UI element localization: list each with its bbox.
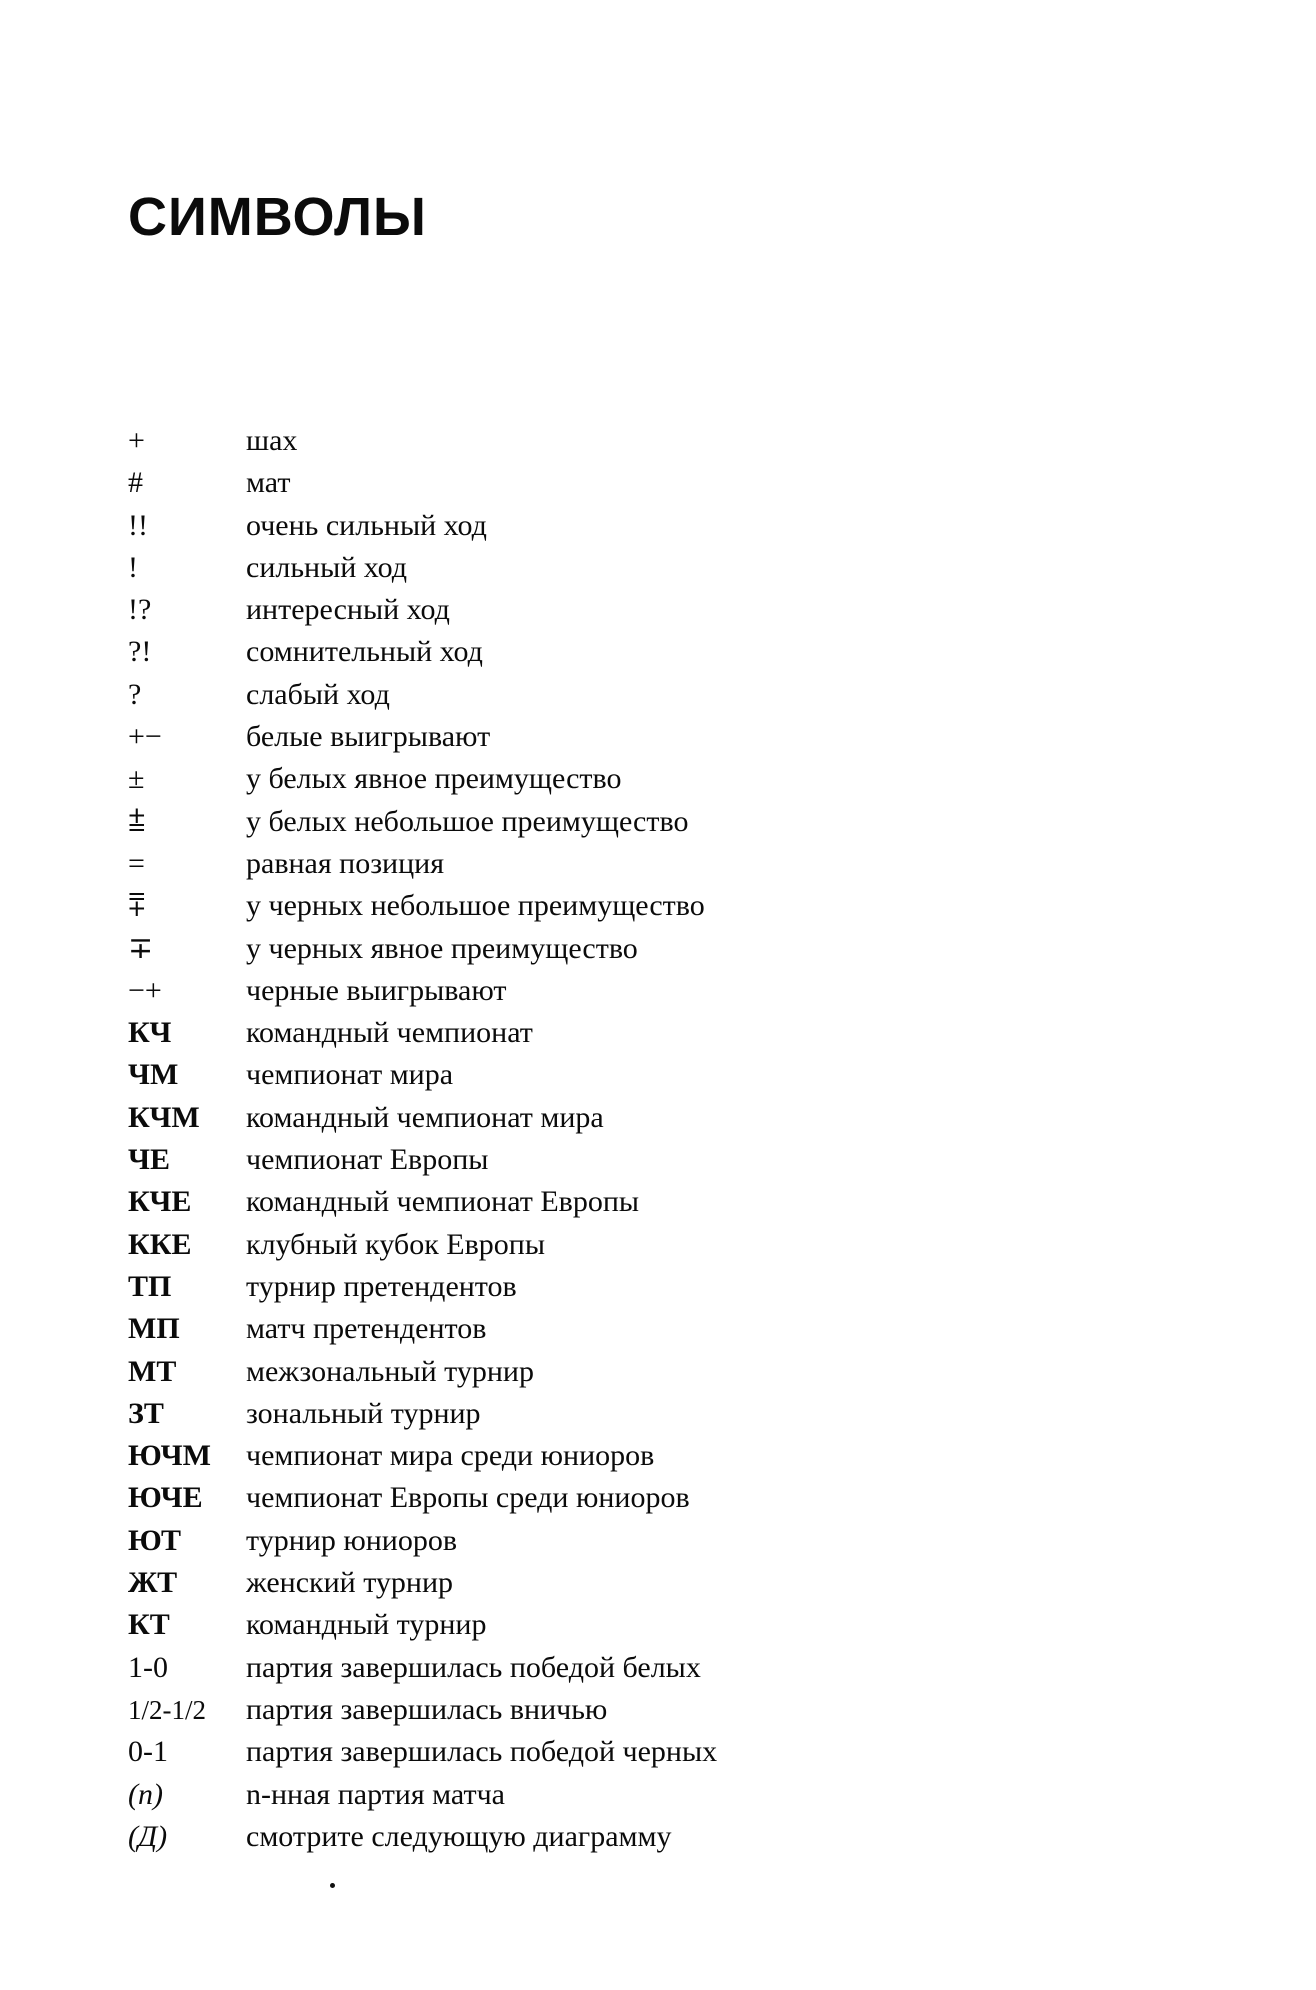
symbol-glyph: 1-0: [128, 1650, 168, 1684]
symbol-description: у черных небольшое преимущество: [246, 889, 705, 923]
symbol-glyph: 0-1: [128, 1735, 168, 1769]
symbol-description: смотрите следующую диаграмму: [246, 1819, 672, 1853]
symbol-description: шах: [246, 424, 298, 457]
symbol-glyph: !!: [128, 508, 148, 542]
symbol-glyph: !: [128, 550, 138, 584]
symbol-glyph: КЧЕ: [128, 1185, 192, 1219]
symbol-description: партия завершилась победой белых: [246, 1650, 701, 1684]
table-row: [128, 462, 888, 504]
symbol-glyph: ККЕ: [128, 1227, 192, 1261]
table-row: [128, 674, 888, 716]
table-row: [128, 1181, 888, 1223]
table-row: [128, 801, 888, 843]
symbol-glyph: !?: [128, 593, 152, 627]
table-row: [128, 420, 888, 462]
symbol-description: турнир претендентов: [246, 1269, 517, 1303]
symbol-glyph: ЧЕ: [128, 1143, 171, 1177]
table-row: [128, 1054, 888, 1096]
symbol-description: чемпионат Европы среди юниоров: [246, 1481, 690, 1515]
table-row: [128, 885, 888, 927]
symbol-description: женский турнир: [246, 1566, 454, 1600]
symbol-description: n-нная партия матча: [246, 1777, 505, 1811]
symbol-glyph: ?: [128, 677, 142, 711]
symbol-description: интересный ход: [246, 593, 450, 627]
table-row: [128, 1774, 888, 1816]
symbol-description: зональный турнир: [246, 1396, 481, 1430]
symbol-glyph: +−: [128, 720, 162, 754]
symbol-description: черные выигрывают: [246, 973, 507, 1007]
table-row: [128, 1308, 888, 1350]
table-row: [128, 843, 888, 885]
symbol-description: командный чемпионат: [246, 1016, 533, 1050]
table-row: [128, 631, 888, 673]
table-row: [128, 1139, 888, 1181]
symbol-glyph: МП: [128, 1312, 180, 1346]
symbol-glyph: ЮЧМ: [128, 1439, 211, 1473]
symbol-description: у черных явное преимущество: [246, 931, 638, 965]
table-row: [128, 1435, 888, 1477]
table-row: [128, 1266, 888, 1308]
symbol-description: партия завершилась победой черных: [246, 1735, 718, 1769]
symbol-glyph: 1/2-1/2: [128, 1694, 206, 1725]
symbol-glyph: (Д): [128, 1819, 168, 1853]
symbol-description: турнир юниоров: [246, 1523, 458, 1557]
page-title: СИМВОЛЫ: [128, 187, 427, 248]
table-row: [128, 1351, 888, 1393]
symbol-glyph: КТ: [128, 1608, 170, 1642]
symbol-description: мат: [246, 466, 291, 500]
symbol-glyph: (n): [128, 1777, 163, 1811]
symbol-description: чемпионат Европы: [246, 1143, 489, 1177]
symbol-description: равная позиция: [246, 846, 445, 880]
symbol-legend-table: [128, 420, 888, 1858]
table-row: [128, 1393, 888, 1435]
symbol-glyph: ЮЧЕ: [128, 1481, 203, 1515]
symbol-glyph: ЮТ: [128, 1523, 182, 1557]
symbol-description: межзональный турнир: [246, 1354, 534, 1388]
symbol-description: сомнительный ход: [246, 635, 483, 669]
table-row: [128, 547, 888, 589]
table-row: [128, 1816, 888, 1858]
symbol-description: у белых явное преимущество: [246, 762, 622, 796]
symbol-description: командный чемпионат мира: [246, 1100, 604, 1134]
symbol-description: очень сильный ход: [246, 508, 487, 542]
table-row: [128, 928, 888, 970]
symbol-description: командный чемпионат Европы: [246, 1185, 640, 1219]
symbol-glyph: =: [128, 846, 145, 880]
page-footer-dot: [330, 1883, 335, 1888]
symbol-glyph: ЖТ: [128, 1566, 178, 1600]
symbol-glyph: ⩱: [128, 889, 146, 923]
symbol-description: командный турнир: [246, 1608, 487, 1642]
symbol-glyph: ?!: [128, 635, 152, 669]
symbol-glyph: −+: [128, 973, 162, 1007]
symbol-glyph: ЗТ: [128, 1396, 164, 1430]
symbol-glyph: #: [128, 466, 143, 500]
symbol-description: слабый ход: [246, 677, 390, 711]
symbol-glyph: КЧМ: [128, 1100, 200, 1134]
symbol-glyph: КЧ: [128, 1016, 172, 1050]
symbol-glyph: +: [128, 424, 145, 457]
table-row: [128, 505, 888, 547]
symbol-description: чемпионат мира среди юниоров: [246, 1439, 655, 1473]
table-row: [128, 716, 888, 758]
table-row: [128, 589, 888, 631]
table-row: [128, 758, 888, 800]
table-row: [128, 1097, 888, 1139]
symbol-description: клубный кубок Европы: [246, 1227, 545, 1261]
symbol-glyph: ⩲: [128, 804, 146, 838]
symbol-description: партия завершилась вничью: [246, 1692, 608, 1726]
table-row: [128, 1520, 888, 1562]
table-row: [128, 1224, 888, 1266]
table-row: [128, 1689, 888, 1731]
table-row: [128, 1477, 888, 1519]
table-row: [128, 1604, 888, 1646]
symbol-glyph: МТ: [128, 1354, 177, 1388]
table-row: [128, 1562, 888, 1604]
symbol-description: у белых небольшое преимущество: [246, 804, 689, 838]
table-row: [128, 1731, 888, 1773]
table-row: [128, 1647, 888, 1689]
symbol-description: белые выигрывают: [246, 720, 491, 754]
symbol-description: матч претендентов: [246, 1312, 487, 1346]
symbol-glyph: ±: [128, 762, 145, 796]
table-row: [128, 1012, 888, 1054]
symbol-glyph: ЧМ: [128, 1058, 179, 1092]
table-row: [128, 970, 888, 1012]
symbol-description: сильный ход: [246, 550, 408, 584]
symbol-description: чемпионат мира: [246, 1058, 454, 1092]
symbol-glyph: ∓: [128, 931, 154, 965]
symbol-glyph: ТП: [128, 1269, 172, 1303]
